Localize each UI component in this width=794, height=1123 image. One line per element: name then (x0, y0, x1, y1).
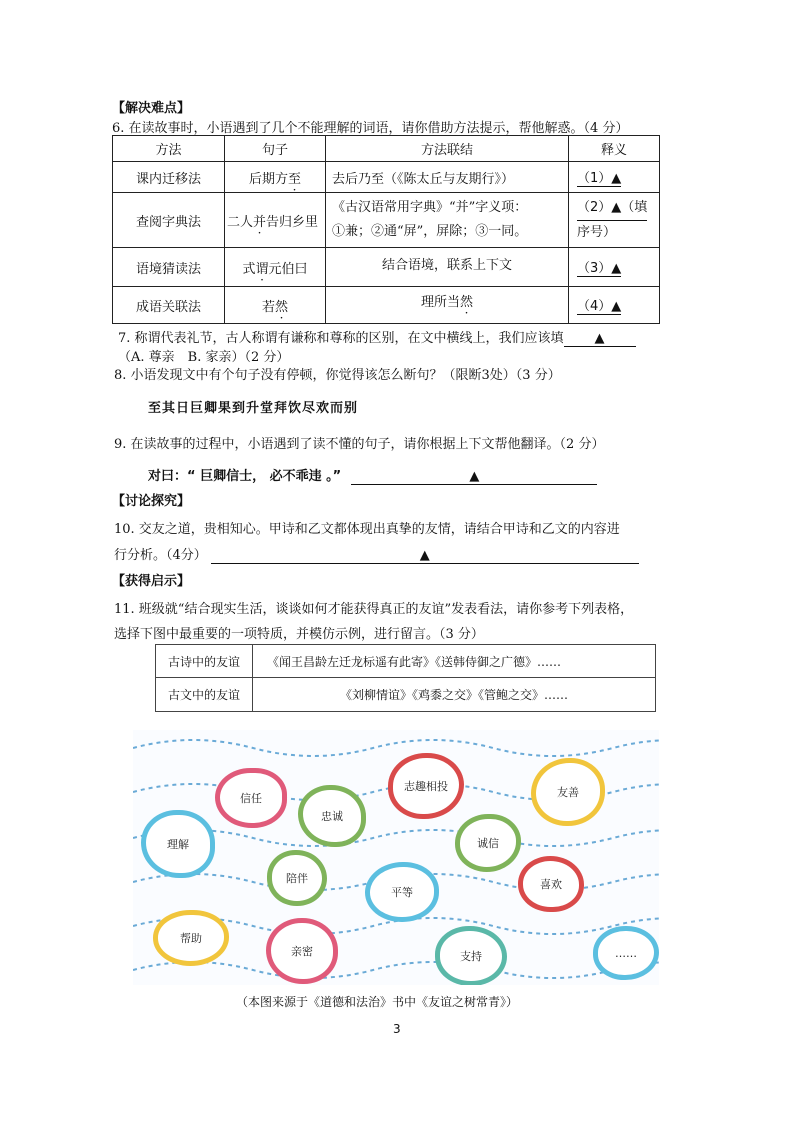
question-11-line1: 11. 班级就“结合现实生活，谈谈如何才能获得真正的友谊”发表看法，请你参考下列表格， (114, 602, 634, 617)
method-cell: 语境猜读法 (113, 248, 225, 287)
bubble-more: …… (593, 926, 659, 980)
link-cell (326, 193, 569, 248)
sentence-cell: 若然 (225, 287, 326, 324)
question-9-sentence: 对曰：“ 巨卿信士， 必不乖违 。” (148, 469, 342, 484)
sentence-cell: 二人并告归乡里 (225, 193, 326, 248)
link-line: 《古汉语常用字典》“并”字义项： (332, 200, 528, 215)
bubble-friendliness: 友善 (531, 758, 605, 826)
dotted-char: 至 (288, 171, 302, 187)
question-7-options: （A. 尊亲 B. 家亲）（2 分） (118, 350, 290, 365)
bubble-help: 帮助 (153, 910, 229, 966)
table-row (113, 162, 660, 193)
table-content-cell: 《闻王昌龄左迁龙标遥有此寄》《送韩侍御之广德》…… (253, 645, 656, 678)
table-row (113, 193, 660, 248)
table-header: 释义 (569, 136, 660, 162)
bubble-companionship: 陪伴 (267, 850, 327, 906)
table-header: 句子 (225, 136, 326, 162)
dotted-char: 然 (460, 295, 474, 310)
bubble-honesty: 诚信 (455, 814, 521, 872)
question-6-table (112, 135, 660, 324)
table-row (113, 287, 660, 324)
bubble-intimacy: 亲密 (266, 918, 338, 984)
link-line: ①兼；②通“屏”，屏除；③一同。 (332, 224, 528, 239)
question-8-sentence: 至其日巨卿果到升堂拜饮尽欢而别 (148, 401, 359, 416)
question-9-sentence-line (148, 465, 597, 485)
answer-blank: ▲ (351, 469, 597, 485)
question-6-text: 6. 在读故事时，小语遇到了几个不能理解的词语，请你借助方法提示，帮他解惑。（4 分） (112, 121, 629, 136)
dotted-char: 谓 (255, 261, 269, 277)
table-row (113, 248, 660, 287)
answer-cell (569, 248, 660, 287)
sentence-cell: 后期方至 (225, 162, 326, 193)
friendship-illustration (133, 730, 659, 985)
answer-cell (569, 193, 660, 248)
link-cell: 去后乃至（《陈太丘与友期行》） (326, 162, 569, 193)
table-label-cell: 古诗中的友谊 (156, 645, 253, 678)
question-11-table (155, 644, 656, 712)
answer-blank: （1）▲ (577, 167, 621, 187)
method-cell: 课内迁移法 (113, 162, 225, 193)
answer-cell (569, 162, 660, 193)
bubble-equality: 平等 (365, 862, 439, 922)
bubble-shared-interests: 志趣相投 (388, 753, 464, 819)
section-heading-difficulty: 【解决难点】 (112, 101, 191, 116)
question-10-line1: 10. 交友之道，贵相知心。甲诗和乙文都体现出真挚的友情，请结合甲诗和乙文的内容进 (114, 522, 620, 537)
section-heading-discuss: 【讨论探究】 (112, 494, 191, 509)
table-content-cell: 《刘柳情谊》《鸡黍之交》《管鲍之交》…… (253, 678, 656, 712)
sentence-cell: 式谓元伯曰 (225, 248, 326, 287)
question-8-text: 8. 小语发现文中有个句子没有停顿，你觉得该怎么断句？（限断3处）（3 分） (114, 368, 561, 383)
bubble-trust: 信任 (215, 768, 287, 828)
answer-blank: （2）▲（填 (577, 196, 659, 221)
table-header: 方法 (113, 136, 225, 162)
illustration-caption: （本图来源于《道德和法治》书中《友谊之树常青》） (236, 995, 519, 1009)
question-11-line2: 选择下图中最重要的一项特质，并模仿示例，进行留言。（3 分） (114, 627, 484, 642)
method-cell: 查阅字典法 (113, 193, 225, 248)
bubble-support: 支持 (435, 926, 507, 985)
dotted-char: 并 (253, 214, 267, 230)
answer-blank: ▲ (211, 548, 639, 564)
answer-blank: （3）▲ (577, 257, 621, 277)
question-7-text: 7. 称谓代表礼节，古人称谓有谦称和尊称的区别，在文中横线上，我们应该填 ▲ (118, 327, 636, 347)
answer-blank: （4）▲ (577, 295, 621, 315)
table-row (156, 678, 656, 712)
section-heading-gain: 【获得启示】 (112, 574, 191, 589)
dotted-char: 然 (275, 299, 289, 315)
table-row (156, 645, 656, 678)
table-header-row (113, 136, 660, 162)
answer-cell (569, 287, 660, 324)
answer-note: 序号） (577, 224, 617, 240)
page-number: 3 (393, 1022, 401, 1036)
bubble-understanding: 理解 (141, 810, 215, 878)
bubble-loyalty: 忠诚 (298, 785, 366, 847)
table-header: 方法联结 (326, 136, 569, 162)
link-cell: 理所当然 (326, 287, 569, 324)
link-cell: 结合语境，联系上下文 (326, 248, 569, 287)
method-cell: 成语关联法 (113, 287, 225, 324)
question-9-text: 9. 在读故事的过程中，小语遇到了读不懂的句子，请你根据上下文帮他翻译。（2 分） (114, 437, 605, 452)
question-10-line2: 行分析。（4分） ▲ (114, 544, 639, 564)
table-label-cell: 古文中的友谊 (156, 678, 253, 712)
answer-blank: ▲ (564, 331, 636, 347)
bubble-liking: 喜欢 (518, 856, 584, 912)
